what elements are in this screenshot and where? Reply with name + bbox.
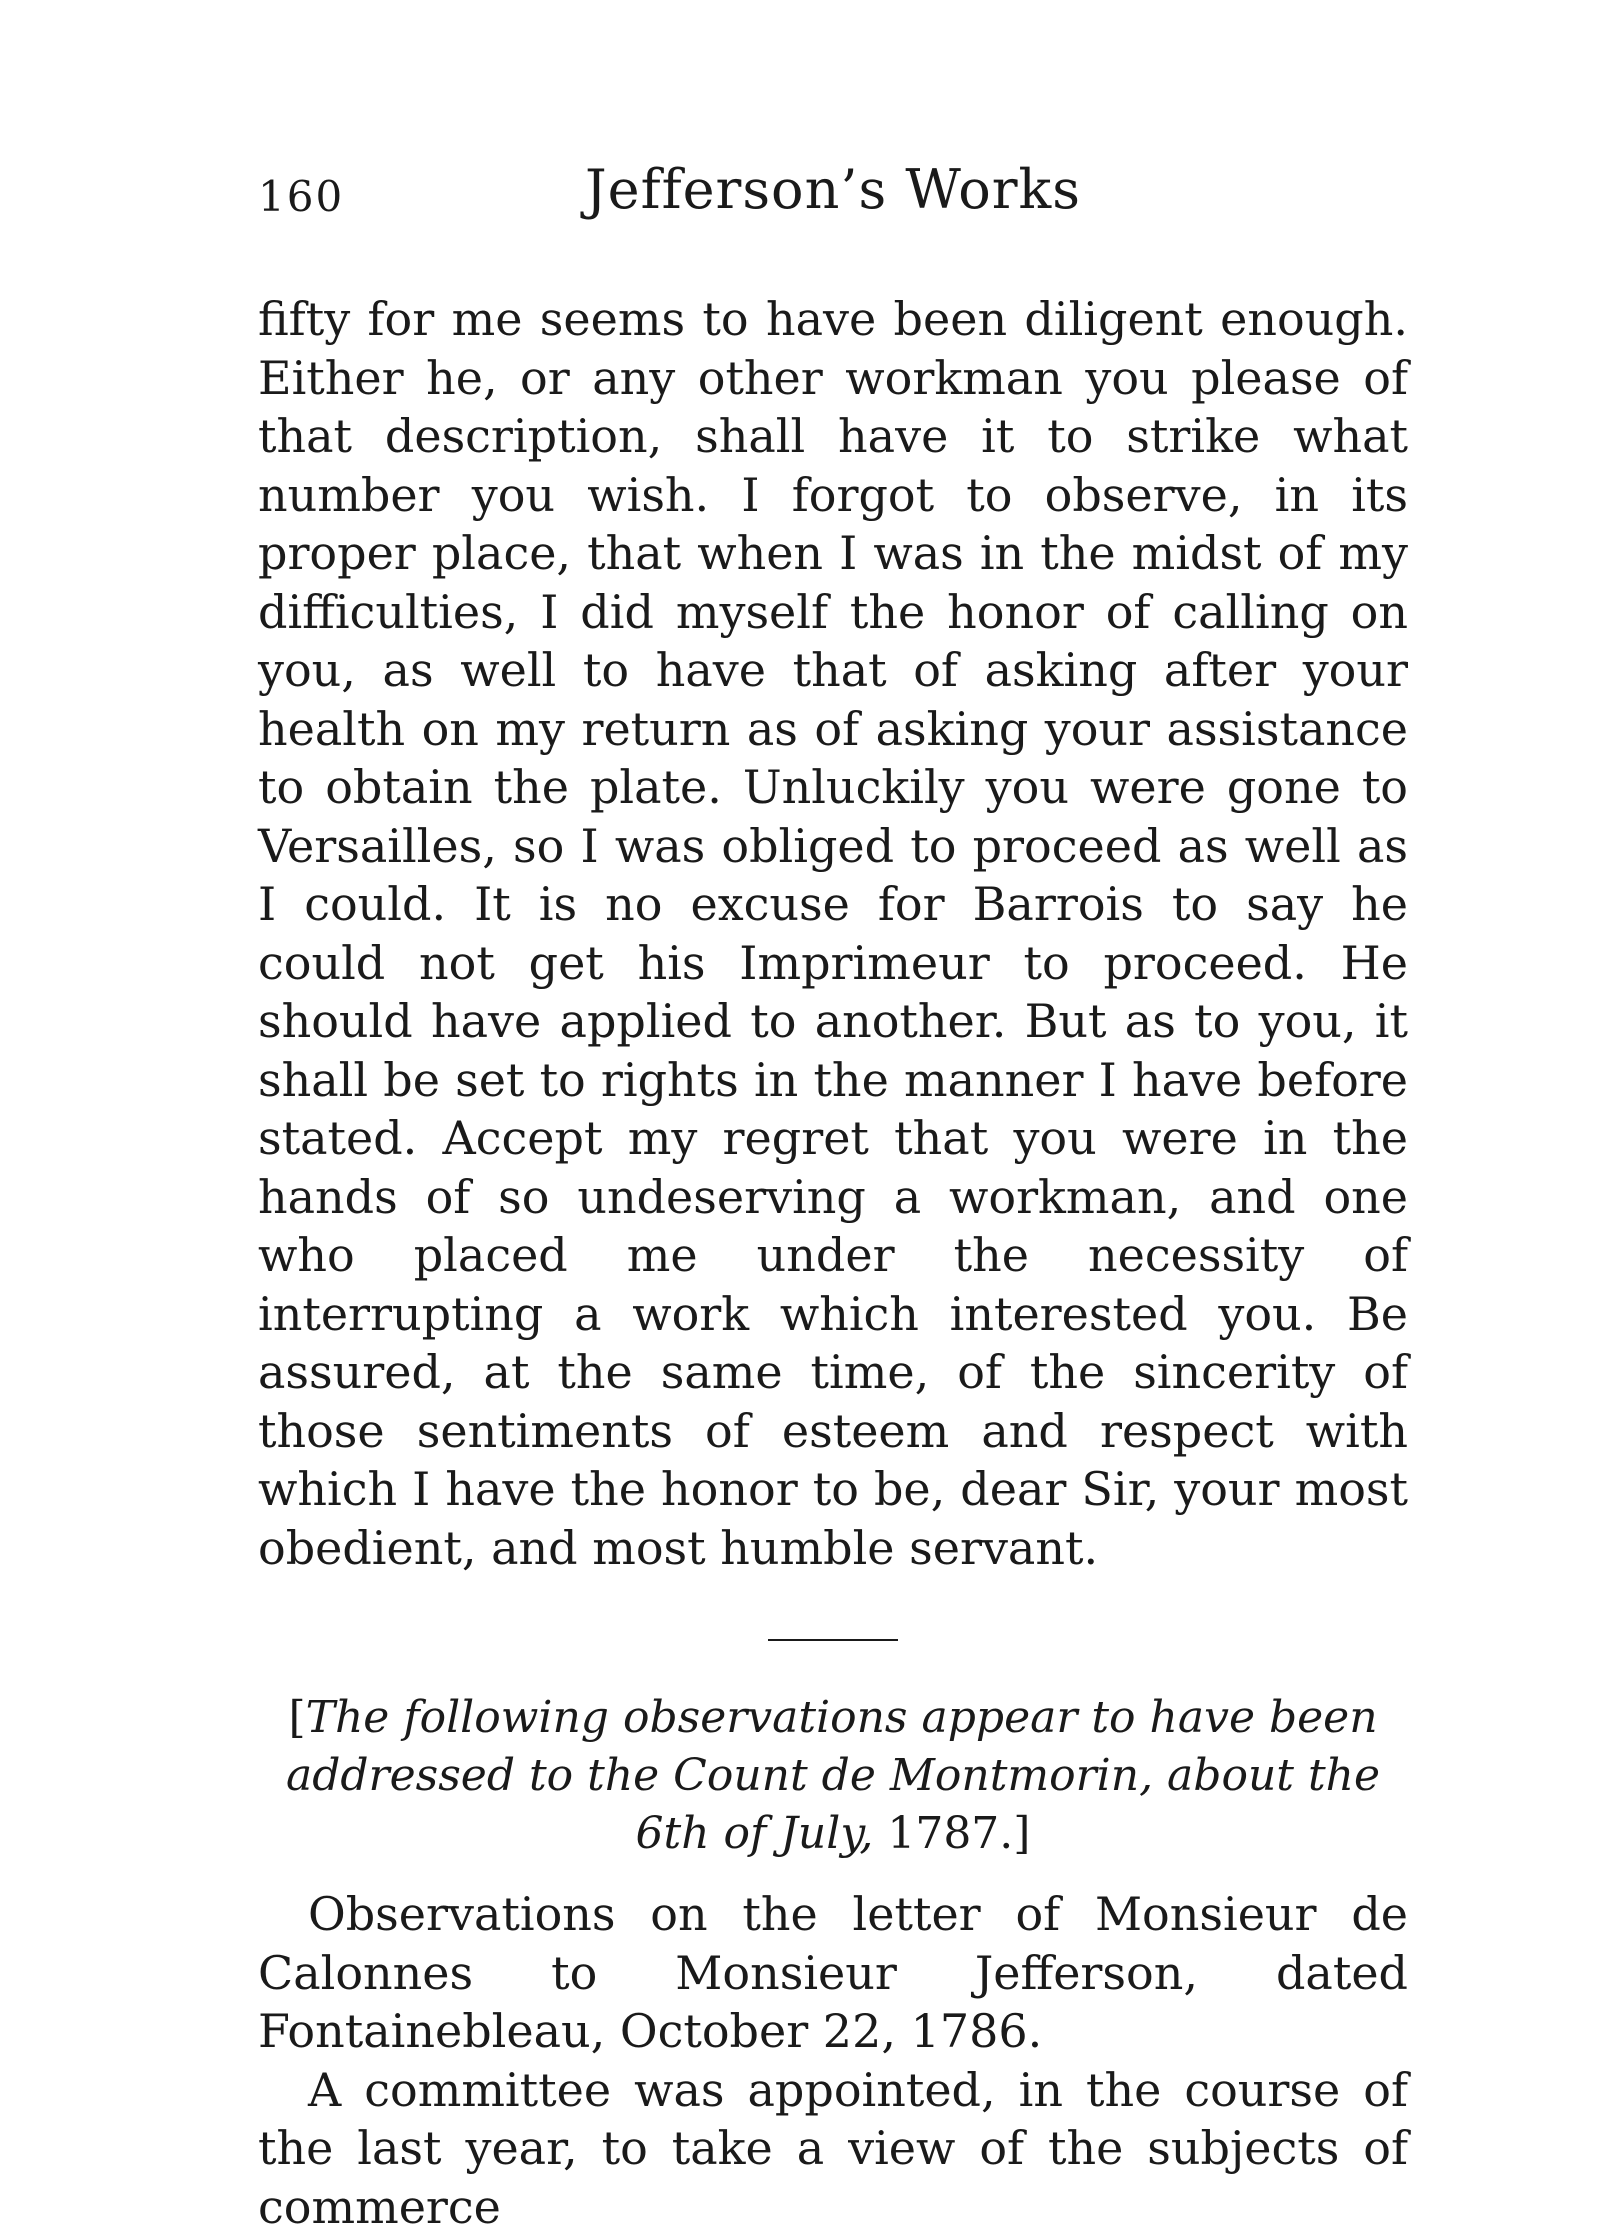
page-number: 160 [258, 172, 344, 221]
running-title: Jefferson’s Works [258, 158, 1408, 221]
page-header [258, 150, 1408, 240]
observations-section [258, 1885, 1408, 2236]
editorial-note-text: The following observations appear to have been addressed to the Count de Montmorin, about the 6th of July, [286, 1692, 1380, 1859]
book-page [258, 150, 1408, 2236]
observations-title: Observations on the letter of Monsieur de Calonnes to Monsieur Jefferson, dated Fontainebleau, October 22, 1786. [258, 1885, 1408, 2061]
letter-paragraph: fifty for me seems to have been diligent enough. Either he, or any other workman you please of that description, shall have it to strike what number you wish. I forgot to observe, in its proper place, that when I was in the midst of my difficulties, I did myself the honor of calling on you, as well to have that of asking after your health on my return as of asking your assistance to obtain the plate. Unluckily you were gone to Versailles, so I was obliged to proceed as well as I could. It is no excuse for Barrois to say he could not get his Imprimeur to proceed. He should have applied to another. But as to you, it shall be set to rights in the manner I have before stated. Accept my regret that you were in the hands of so undeserving a workman, and one who placed me under the necessity of interrupting a work which interested you. Be assured, at the same time, of the sincerity of those sentiments of esteem and respect with which I have the honor to be, dear Sir, your most obedient, and most humble servant. [258, 290, 1408, 1577]
editorial-open-bracket: [ [288, 1692, 305, 1743]
editorial-note-year: 1787.] [887, 1808, 1030, 1859]
letter-body [258, 290, 1408, 1577]
section-divider [768, 1639, 898, 1641]
opening-paragraph: A committee was appointed, in the course of the last year, to take a view of the subjects of commerce [258, 2061, 1408, 2236]
editorial-note [258, 1689, 1408, 1863]
